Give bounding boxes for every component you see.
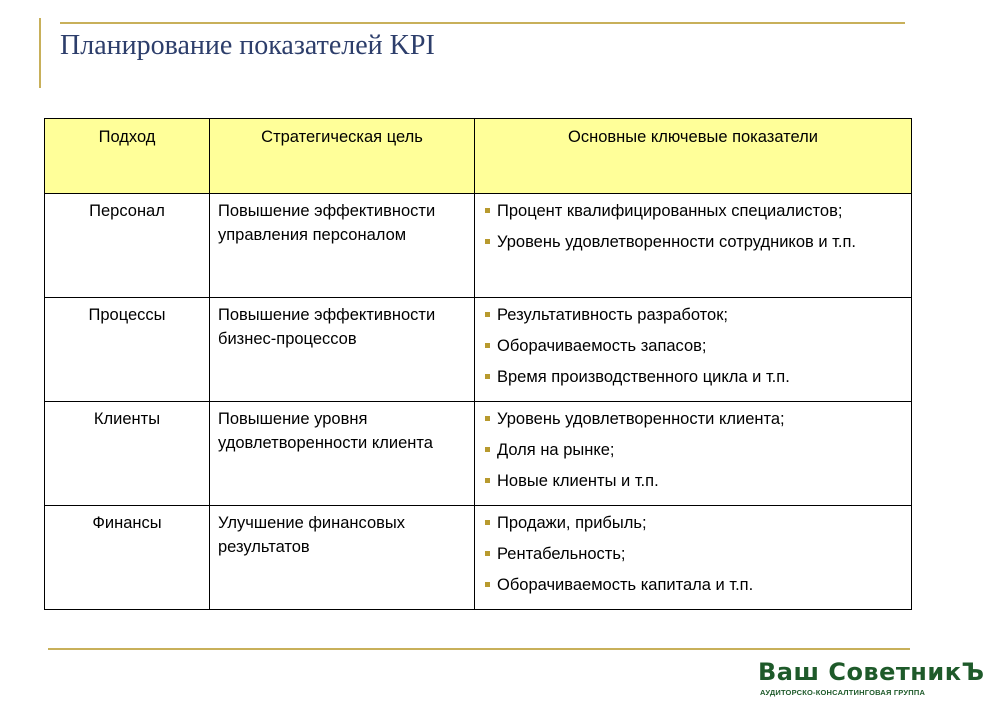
- kpi-item-text: Новые клиенты и т.п.: [497, 472, 659, 490]
- kpi-list: [483, 303, 903, 389]
- header-kpis: Основные ключевые показатели: [475, 119, 912, 194]
- bullet-square-icon: [485, 520, 490, 525]
- company-logo: [758, 658, 985, 702]
- slide-title: Планирование показателей KPI: [60, 30, 435, 61]
- cell-kpis: [475, 194, 912, 298]
- kpi-item: [483, 511, 903, 535]
- kpi-item: [483, 199, 903, 223]
- header-goal: Стратегическая цель: [210, 119, 475, 194]
- logo-tagline: АУДИТОРСКО-КОНСАЛТИНГОВАЯ ГРУППА: [760, 688, 926, 697]
- kpi-item-text: Оборачиваемость запасов;: [497, 337, 707, 355]
- cell-goal: Повышение эффективности управления персоналом: [210, 194, 475, 298]
- kpi-item: [483, 334, 903, 358]
- bullet-square-icon: [485, 551, 490, 556]
- cell-goal: Улучшение финансовых результатов: [210, 506, 475, 610]
- table-row: [45, 194, 912, 298]
- title-accent-vertical-line: [39, 18, 41, 88]
- kpi-item-text: Время производственного цикла и т.п.: [497, 368, 790, 386]
- title-accent-horizontal-line: [60, 22, 905, 24]
- table-row: [45, 506, 912, 610]
- kpi-item: [483, 407, 903, 431]
- logo-name: Ваш СоветникЪ: [758, 658, 985, 686]
- bullet-square-icon: [485, 312, 490, 317]
- kpi-item-text: Уровень удовлетворенности сотрудников и т.п.: [497, 233, 856, 251]
- bullet-square-icon: [485, 343, 490, 348]
- bullet-square-icon: [485, 374, 490, 379]
- footer-accent-line: [48, 648, 910, 650]
- cell-kpis: [475, 402, 912, 506]
- bullet-square-icon: [485, 582, 490, 587]
- cell-goal: Повышение эффективности бизнес-процессов: [210, 298, 475, 402]
- kpi-item-text: Оборачиваемость капитала и т.п.: [497, 576, 754, 594]
- kpi-item-text: Рентабельность;: [497, 545, 626, 563]
- bullet-square-icon: [485, 416, 490, 421]
- cell-approach: Процессы: [45, 298, 210, 402]
- bullet-square-icon: [485, 447, 490, 452]
- bullet-square-icon: [485, 239, 490, 244]
- kpi-list: [483, 407, 903, 493]
- kpi-item: [483, 438, 903, 462]
- cell-approach: Клиенты: [45, 402, 210, 506]
- kpi-item: [483, 573, 903, 597]
- table-row: [45, 298, 912, 402]
- kpi-item: [483, 230, 903, 254]
- kpi-item: [483, 542, 903, 566]
- kpi-table: [44, 118, 912, 610]
- cell-kpis: [475, 506, 912, 610]
- kpi-list: [483, 199, 903, 254]
- header-approach: Подход: [45, 119, 210, 194]
- kpi-list: [483, 511, 903, 597]
- kpi-item-text: Уровень удовлетворенности клиента;: [497, 410, 785, 428]
- kpi-item: [483, 303, 903, 327]
- table-header-row: [45, 119, 912, 194]
- kpi-item-text: Доля на рынке;: [497, 441, 615, 459]
- kpi-item: [483, 365, 903, 389]
- kpi-item-text: Результативность разработок;: [497, 306, 728, 324]
- table-row: [45, 402, 912, 506]
- cell-kpis: [475, 298, 912, 402]
- bullet-square-icon: [485, 208, 490, 213]
- cell-approach: Финансы: [45, 506, 210, 610]
- cell-approach: Персонал: [45, 194, 210, 298]
- cell-goal: Повышение уровня удовлетворенности клиента: [210, 402, 475, 506]
- kpi-item-text: Продажи, прибыль;: [497, 514, 647, 532]
- kpi-item-text: Процент квалифицированных специалистов;: [497, 202, 843, 220]
- kpi-item: [483, 469, 903, 493]
- bullet-square-icon: [485, 478, 490, 483]
